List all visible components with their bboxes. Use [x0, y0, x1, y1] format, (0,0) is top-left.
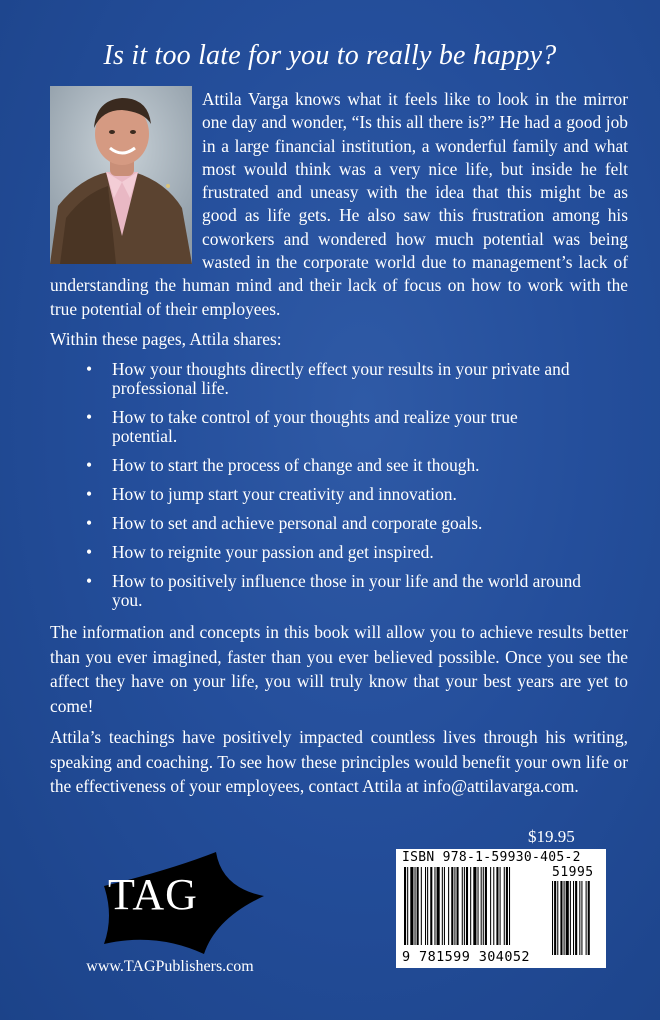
- tag-logo-text: TAG: [108, 870, 198, 919]
- headline: Is it too late for you to really be happy?: [103, 40, 557, 71]
- list-item: • How to positively influence those in your life and the world around you.: [86, 572, 586, 610]
- list-item: • How to set and achieve personal and corporate goals.: [86, 514, 586, 533]
- intro-text: Attila Varga knows what it feels like to look in the mirror one day and wonder, “Is this all there is?” He had a good job in a large financial institution, a wonderful family and what most would think was a very nice life, but inside he felt frustrated and uneasy with the idea that this might be as good as life gets. He also saw this frustration among his coworkers and wondered how much potential was being wasted in the corporate world due to management’s lack of understanding the human mind and their lack of focus on how to work with the true potential of their employees.: [50, 89, 628, 319]
- ean-digits: 9 781599 304052: [402, 949, 530, 965]
- shares-intro: Within these pages, Attila shares:: [50, 329, 282, 349]
- price-label: $19.95: [528, 827, 575, 846]
- list-item: • How to start the process of change and see it though.: [86, 456, 586, 475]
- publisher-website: www.TAGPublishers.com: [86, 958, 254, 975]
- price-code: 51995: [552, 865, 594, 880]
- list-item: • How to reignite your passion and get inspired.: [86, 543, 586, 562]
- results-paragraph: The information and concepts in this book will allow you to achieve results better than you ever imagined, faster than you ever believed possible. Once you see the affect they have on your life, you will truly know that your best years are yet to come!: [50, 622, 628, 716]
- list-item: • How to jump start your creativity and innovation.: [86, 485, 586, 504]
- list-item: • How to take control of your thoughts and realize your true potential.: [86, 408, 586, 446]
- isbn-number: ISBN 978-1-59930-405-2: [402, 850, 581, 865]
- contact-paragraph: Attila’s teachings have positively impacted countless lives through his writing, speaking and coaching. To see how these principles would benefit your own life or the effectiveness of your employees, contact Attila at info@attilavarga.com.: [50, 727, 628, 796]
- intro-paragraph: [50, 88, 628, 321]
- list-item: • How your thoughts directly effect your results in your private and professional life.: [86, 360, 586, 398]
- isbn-barcode: [396, 849, 606, 968]
- bullet-list: [86, 360, 586, 620]
